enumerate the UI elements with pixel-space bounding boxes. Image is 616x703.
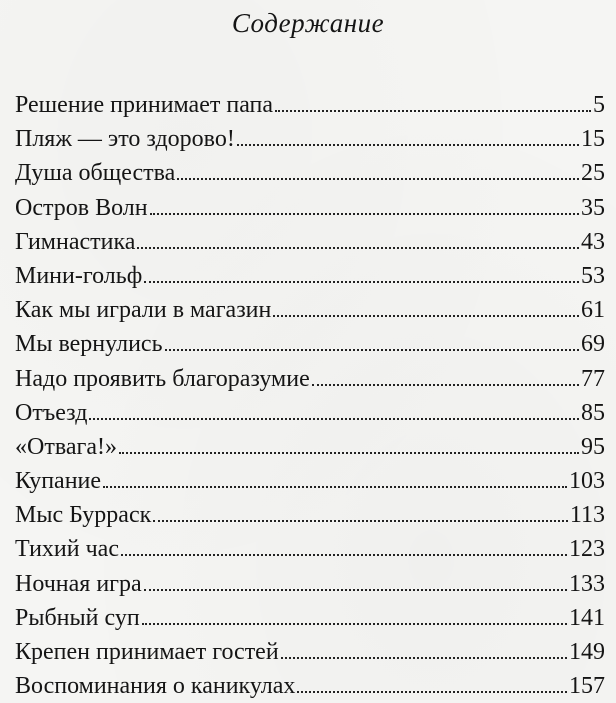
toc-entry [15, 601, 605, 635]
toc-entry [15, 430, 605, 464]
dot-leader [103, 486, 567, 488]
toc-entry-page: 35 [581, 194, 605, 221]
toc-entry [15, 88, 605, 122]
dot-leader [237, 144, 579, 146]
toc-entry-title: Купание [15, 468, 102, 495]
dot-leader [275, 110, 591, 112]
toc-entry [15, 293, 605, 327]
toc-entry-title: Пляж — это здорово! [15, 126, 235, 153]
toc-entry-page: 53 [581, 262, 605, 289]
toc-entry [15, 122, 605, 156]
toc-entry [15, 498, 605, 532]
dot-leader [281, 657, 567, 659]
toc-entry-title: Воспоминания о каникулах [15, 673, 296, 700]
toc-entry-title: Решение принимает папа [15, 92, 274, 118]
dot-leader [177, 178, 579, 180]
toc-entry-title: Крепен принимает гостей [15, 639, 279, 665]
toc-entry-title: Надо проявить благоразумие [15, 365, 310, 392]
toc-entry-page: 15 [581, 126, 605, 153]
toc-entry [15, 464, 605, 498]
dot-leader [142, 623, 567, 625]
dot-leader [312, 384, 579, 386]
dot-leader [153, 520, 568, 522]
toc-entry-page: 133 [569, 570, 605, 597]
dot-leader [297, 691, 567, 693]
toc-entry [15, 635, 605, 669]
toc-entry-title: Душа общества [15, 160, 176, 187]
dot-leader [165, 349, 579, 351]
toc-entry-title: Мыс Бурраск [15, 502, 152, 529]
toc-entry-title: Мы вернулись [15, 331, 163, 358]
dot-leader [144, 589, 567, 591]
toc-entry-title: Ночная игра [15, 570, 142, 597]
dot-leader [150, 213, 579, 215]
toc-entry-title: Рыбный суп [15, 604, 140, 631]
toc-entry-title: Гимнастика [15, 228, 136, 255]
toc-entry [15, 567, 605, 601]
toc-entry-title: Как мы играли в магазин [15, 297, 272, 324]
toc-entry-page: 149 [569, 639, 605, 665]
toc-entry-page: 95 [581, 433, 605, 460]
toc-entry [15, 362, 605, 396]
dot-leader [273, 315, 579, 317]
toc-entry [15, 532, 605, 566]
toc-entry [15, 396, 605, 430]
toc-entry [15, 156, 605, 190]
toc-entry-page: 157 [569, 673, 605, 700]
toc-entry [15, 225, 605, 259]
toc-entry-page: 123 [569, 536, 605, 563]
dot-leader [119, 452, 579, 454]
toc-entry-page: 77 [581, 365, 605, 392]
table-of-contents [15, 88, 605, 703]
toc-entry-page: 69 [581, 331, 605, 358]
dot-leader [121, 554, 567, 556]
toc-entry-title: Отъезд [15, 399, 88, 426]
toc-entry-page: 141 [569, 604, 605, 631]
toc-entry-title: Мини-гольф [15, 262, 143, 289]
toc-entry-title: Остров Волн [15, 194, 148, 221]
toc-entry-page: 113 [569, 502, 605, 529]
toc-entry-page: 43 [581, 228, 605, 255]
toc-entry [15, 327, 605, 361]
toc-entry-page: 61 [581, 297, 605, 324]
toc-entry-title: Тихий час [15, 536, 119, 563]
dot-leader [89, 418, 579, 420]
toc-entry-page: 25 [581, 160, 605, 187]
dot-leader [144, 281, 579, 283]
toc-entry [15, 259, 605, 293]
toc-entry-page: 85 [581, 399, 605, 426]
toc-heading: Содержание [231, 8, 385, 38]
toc-entry-page: 103 [569, 468, 605, 495]
toc-entry-title: «Отвага!» [15, 433, 117, 460]
toc-entry [15, 191, 605, 225]
toc-entry [15, 669, 605, 703]
toc-entry-page: 5 [593, 92, 605, 118]
dot-leader [137, 247, 579, 249]
